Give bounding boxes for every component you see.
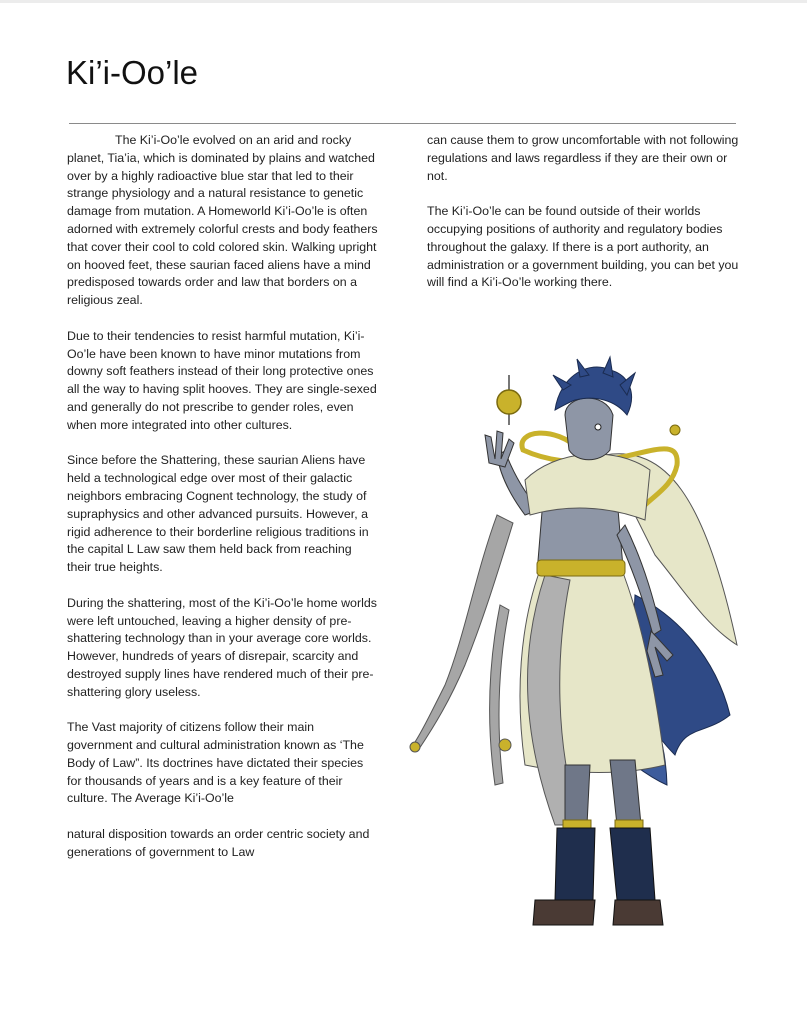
- title-divider: [69, 123, 736, 124]
- right-column: [427, 132, 739, 310]
- boot-right: [610, 828, 655, 900]
- paragraph-2: Due to their tendencies to resist harmful mutation, Ki’i-Oo’le have been known to have minor mutations from downy soft feathers instead of their long protective ones all the way to having split hooves. They are single-sexed and generally do not prescribe to gender roles, even when more integrated into other cultures.: [67, 328, 377, 432]
- page-top-edge: [0, 0, 807, 3]
- left-column: [67, 132, 379, 879]
- hoof-right: [613, 900, 663, 925]
- paragraph-8: The Ki’i-Oo’le can be found outside of their worlds occupying positions of authority and regulatory bodies throughout the galaxy. If there is a port authority, an administration or a government building, you can bet you will find a Ki’i-Oo’le working there.: [427, 204, 739, 290]
- ankle-band-left: [563, 820, 591, 828]
- paragraph-3: Since before the Shattering, these saurian Aliens have held a technological edge over most of their galactic neighbors embracing Cognent technology, the study of supraphysics and other advanced pursuits. However, a rigid adherence to their borderline religious traditions in the capital L Law saw them held back from reaching their true heights.: [67, 453, 369, 575]
- ankle-band-right: [615, 820, 643, 828]
- paragraph-1-text: The Ki’i-Oo’le evolved on an arid and rocky planet, Tia’ia, which is dominated by plains and watched over by a highly radioactive blue star that led to their strange physiology and a natural resistance to genetic damage from mutation. A Homeworld Ki’i-Oo’le is often adorned with extremely colorful crests and body feathers that cover their cool to cold colored skin. Walking upright on hooved feet, these saurian faced aliens have a mind predisposed towards order and law that borders on a religious zeal.: [67, 133, 378, 308]
- page-title: Ki’i-Oo’le: [66, 54, 199, 91]
- paragraph-1: [67, 132, 379, 310]
- paragraph-7: can cause them to grow uncomfortable with not following regulations and laws regardless if they are their own or not.: [427, 133, 739, 183]
- character-illustration: [405, 355, 750, 940]
- small-orb: [670, 425, 680, 435]
- sash-bead-2: [410, 742, 420, 752]
- left-leg: [565, 765, 590, 825]
- sash-bead: [499, 739, 511, 751]
- hoof-left: [533, 900, 595, 925]
- paragraph-5: The Vast majority of citizens follow their main government and cultural administration known as ‘The Body of Law”. Its doctrines have dictated their species for thousands of years and is a key feature of their culture. The Average Ki’i-Oo’le: [67, 720, 364, 806]
- gold-belt: [537, 560, 625, 576]
- head: [565, 398, 613, 460]
- sash-tail: [490, 605, 509, 785]
- paragraph-4: During the shattering, most of the Ki’i-Oo’le home worlds were left untouched, leaving a higher density of pre-shattering technology than in your average core worlds. However, hundreds of years of disrepair, scarcity and destroyed supply lines have rendered much of their pre-shattering glory useless.: [67, 595, 377, 699]
- eye: [595, 424, 601, 430]
- right-leg: [610, 760, 641, 825]
- floating-orb: [497, 390, 521, 414]
- paragraph-6: natural disposition towards an order centric society and generations of government to Law: [67, 827, 370, 859]
- boot-left: [555, 828, 595, 900]
